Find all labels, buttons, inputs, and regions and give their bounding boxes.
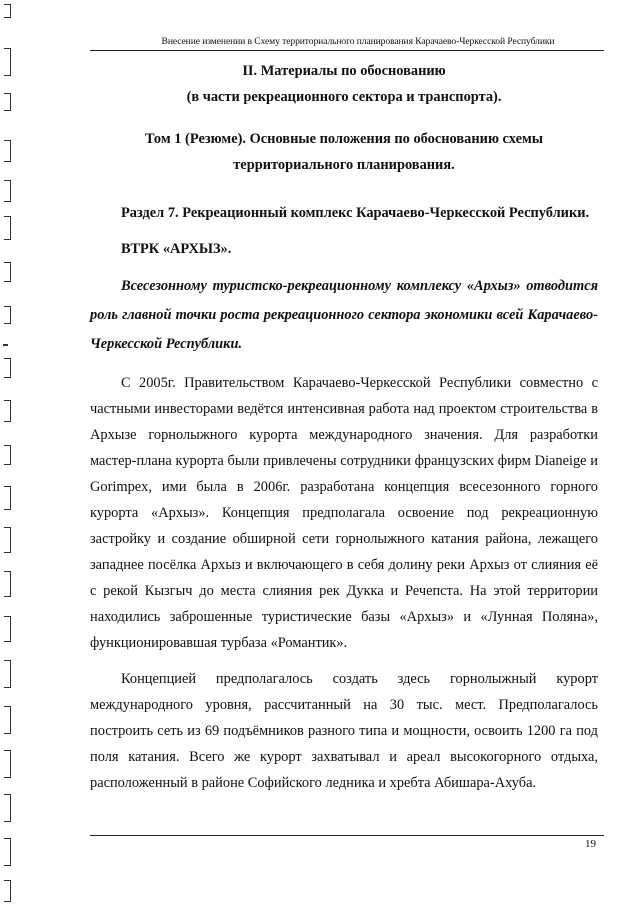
- section-title-line2: (в части рекреационного сектора и транспорта).: [186, 89, 502, 105]
- binding-hole: [4, 93, 11, 111]
- binding-hole: [4, 180, 11, 202]
- lead-paragraph: Всесезонному туристско-рекреационному комплексу «Архыз» отводится роль главной точки роста рекреационного сектора экономики всей Карачаево-Черкесской Республики.: [90, 278, 598, 352]
- binding-hole: [4, 262, 11, 282]
- binding-hole: [4, 880, 11, 902]
- binding-hole: [4, 400, 11, 422]
- header-rule: [90, 50, 604, 51]
- binding-hole: [4, 216, 11, 240]
- binding-hole: [4, 838, 11, 866]
- page-content: [90, 58, 598, 796]
- binding-hole: [4, 794, 11, 822]
- chapter-title: Раздел 7. Рекреационный комплекс Карачаево-Черкесской Республики.: [121, 205, 590, 221]
- binding-hole: [4, 660, 11, 688]
- binding-hole: [4, 306, 11, 324]
- binding-hole: [4, 4, 11, 18]
- page-number: 19: [585, 838, 596, 850]
- running-header: Внесение изменении в Схему территориального планирования Карачаево-Черкесской Республики: [161, 36, 555, 47]
- binding-margin: [0, 0, 26, 905]
- binding-hole: [4, 750, 11, 778]
- binding-tick: [3, 344, 8, 346]
- body-paragraph-2: Концепцией предполагалось создать здесь горнолыжный курорт международного уровня, рассчитанный на 30 тыс. мест. Предполагалось построить сеть из 69 подъёмников разного типа и мощности, освоить 1200 га под поля катания. Всего же курорт захватывал и ареал высокогорного отдыха, расположенный в районе Софийского ледника и хребта Абишара-Ахуба.: [90, 671, 598, 791]
- volume-title: Том 1 (Резюме). Основные положения по обоснованию схемы территориального планирования.: [144, 131, 543, 173]
- section-title-line1: II. Материалы по обоснованию: [242, 63, 446, 79]
- binding-hole: [4, 706, 11, 734]
- binding-hole: [4, 358, 11, 378]
- binding-hole: [4, 616, 11, 642]
- binding-hole: [4, 48, 11, 76]
- binding-hole: [4, 140, 11, 162]
- subchapter-title: ВТРК «АРХЫЗ».: [121, 241, 232, 257]
- footer-rule: [90, 835, 604, 836]
- binding-hole: [4, 486, 11, 510]
- binding-hole: [4, 445, 11, 465]
- body-paragraph-1: С 2005г. Правительством Карачаево-Черкесской Республики совместно с частными инвесторами ведётся интенсивная работа над проектом строительства в Архызе горнолыжного курорта международного значения. Для разработки мастер-плана курорта были привлечены сотрудники французских фирм Dianeige и Gorimpex, ими была в 2006г. разработана концепция всесезонного горного курорта «Архыз». Концепция предполагала освоение под рекреационную застройку и создание обширной сети горнолыжного катания района, лежащего западнее посёлка Архыз и включающего в себя долину реки Архыз от слияния её с рекой Кызгыч до места слияния рек Дукка и Речепста. На этой территории находились заброшенные туристические базы «Архыз» и «Лунная Поляна», функционировавшая турбаза «Романтик».: [90, 375, 598, 651]
- binding-hole: [4, 527, 11, 553]
- binding-hole: [4, 571, 11, 597]
